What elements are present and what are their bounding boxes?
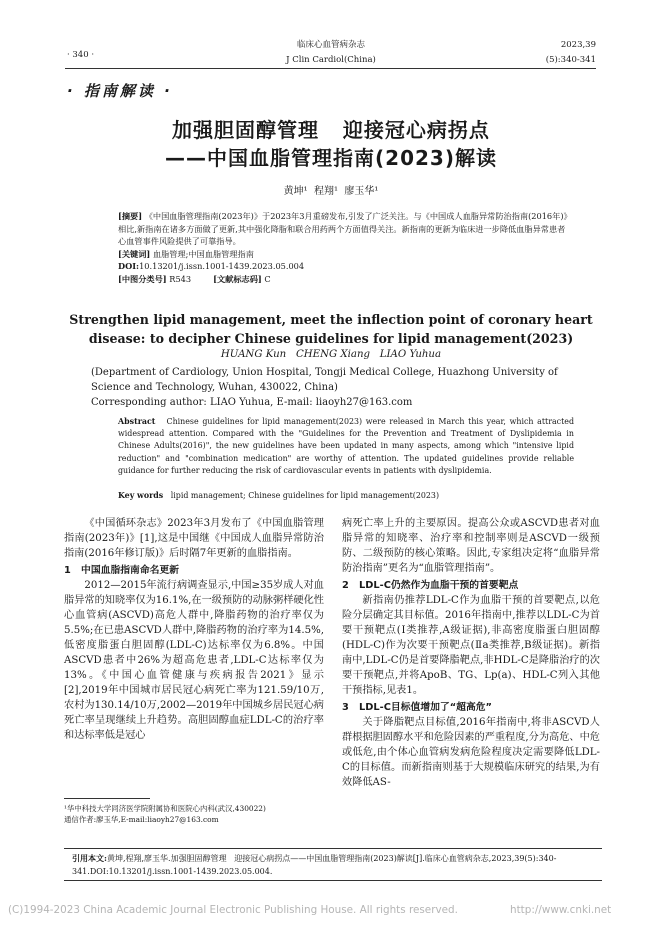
citation-text: 黄坤,程翔,廖玉华.加强胆固醇管理 迎接冠心病拐点——中国血脂管理指南(2023)解读[J].临床心血管病杂志,2023,39(5):340-341.DOI:10.13201/j.issn.1001-1439.2023.05.004. (72, 854, 557, 876)
section-2-paragraph: 新指南仍推荐LDL-C作为血脂干预的首要靶点,以危险分层确定其目标值。2016年指南中,推荐以LDL-C为首要干预靶点(Ⅰ类推荐,A级证据),非高密度脂蛋白胆固醇(HDL-C)作为次要干预靶点(Ⅱa类推荐,B级证据)。新指南中,LDL-C仍是首要降脂靶点,非HDL-C是降脂治疗的次要干预靶点,并将ApoB、TG、Lp(a)、HDL-C列入其他干预指标,见表1。 (342, 595, 600, 696)
title-line-1: 加强胆固醇管理 迎接冠心病拐点 (172, 118, 490, 142)
keywords-cn-label: [关键词] (118, 248, 151, 259)
intro-paragraph: 《中国循环杂志》2023年3月发布了《中国血脂管理指南(2023年)》[1],这是中国继《中国成人血脂异常防治指南(2016年修订版)》后时隔7年更新的血脂指南。 (64, 518, 324, 559)
footnote (64, 803, 328, 825)
left-column (64, 516, 324, 743)
doi-text[interactable]: 10.13201/j.issn.1001-1439.2023.05.004 (139, 261, 305, 271)
document-code-label: [文献标志码] (213, 273, 262, 284)
column-label: · 指南解读 · (67, 82, 173, 100)
doi-label: DOI: (118, 261, 140, 271)
abstract-en-text: Chinese guidelines for lipid management(2023) were released in March this year, which attracted widespread attention. Compared with the "Guidelines for the Prevention and Treatment of Dyslipidemia in Chinese Adults(2016)", the new guidelines have been updated in many aspects, among which "intensive lipid reduction" and "combination medication" are worthy of attention. The updated guidelines provide reliable guidance for further reducing the risk of cardiovascular events in patients with dyslipidemia. (118, 417, 574, 475)
doi (118, 260, 572, 273)
authors-en: HUANG Kun CHENG Xiang LIAO Yuhua (220, 349, 442, 360)
section-3-heading: 3 LDL-C目标值增加了“超高危” (342, 702, 492, 713)
title-en-line-1: Strengthen lipid management, meet the inflection point of coronary heart (69, 312, 593, 327)
footnote-affiliation: ¹华中科技大学同济医学院附属协和医院心内科(武汉,430022) (64, 804, 266, 813)
affiliation-line-2: Science and Technology, Wuhan, 430022, China) (91, 382, 338, 393)
footnote-correspondence: 通信作者:廖玉华,E-mail:liaoyh27@163.com (64, 815, 219, 824)
citation-rule-bottom (64, 880, 602, 881)
year-volume: 2023,39 (560, 40, 596, 50)
article-title (0, 116, 662, 172)
affiliation-block (91, 365, 581, 410)
keywords-cn-text: 血脂管理;中国血脂管理指南 (152, 248, 254, 259)
journal-title-en: J Clin Cardiol(China) (286, 55, 376, 65)
keywords-en-text: lipid management; Chinese guidelines for lipid management(2023) (170, 491, 440, 500)
abstract-en-label: Abstract (118, 417, 156, 426)
abstract-cn (118, 210, 572, 248)
section-3-paragraph: 关于降脂靶点目标值,2016年指南中,将非ASCVD人群根据胆固醇水平和危险因素的严重程度,分为高危、中危或低危,由个体心血管病发病危险程度决定需要降低LDL-C的目标值。而新指南则基于大规模临床研究的结果,为有效降低AS- (342, 717, 600, 788)
article-title-en (0, 310, 662, 348)
copyright-watermark: (C)1994-2023 China Academic Journal Electronic Publishing House. All rights reserved. (8, 904, 458, 916)
citation-rule-top (64, 848, 602, 849)
citation (72, 852, 596, 878)
abstract-en (118, 416, 574, 477)
keywords-cn (118, 248, 572, 261)
abstract-cn-label: [摘要] (118, 211, 143, 221)
right-column (342, 516, 600, 790)
keywords-en (118, 490, 574, 502)
section-1-paragraph: 2012—2015年流行病调查显示,中国≥35岁成人对血脂异常的知晓率仅为16.1%,在一级预防的动脉粥样硬化性心血管病(ASCVD)高危人群中,降脂药物的治疗率仅为5.5%;在已患ASCVD人群中,降脂药物的治疗率为14.5%,低密度脂蛋白胆固醇(LDL-C)达标率仅为6.8%。中国ASCVD患者中26%为超高危患者,LDL-C达标率仅为13%。《中国心血管健康与疾病报告2021》显示[2],2019年中国城市居民冠心病死亡率为121.59/10万,农村为130.14/10万,2002—2019年中国城乡居民冠心病死亡率呈现继续上升趋势。高胆固醇血症LDL-C的治疗率和达标率低是冠心 (64, 580, 324, 741)
abstract-cn-text: 《中国血脂管理指南(2023年)》于2023年3月重磅发布,引发了广泛关注。与《中国成人血脂异常防治指南(2016年)》相比,新指南在诸多方面做了更新,其中强化降脂和联合用药两个方面值得关注。新指南的更新为临床进一步降低血脂异常患者心血管事件风险提供了可靠指导。 (118, 211, 572, 246)
title-en-line-2: disease: to decipher Chinese guidelines for lipid management(2023) (88, 331, 574, 346)
classification (118, 273, 572, 286)
classification-label: [中图分类号] (118, 273, 167, 284)
affiliation-line-1: (Department of Cardiology, Union Hospital, Tongji Medical College, Huazhong University of (91, 367, 558, 378)
footnote-rule (64, 798, 150, 799)
continued-paragraph: 病死亡率上升的主要原因。提高公众或ASCVD患者对血脂异常的知晓率、治疗率和控制率则是ASCVD一级预防、二级预防的核心策略。因此,专家组决定将“血脂异常防治指南”更名为“血脂管理指南”。 (342, 518, 600, 574)
page-number: · 340 · (67, 50, 95, 60)
cnki-link[interactable]: http://www.cnki.net (510, 904, 612, 916)
journal-title-cn: 临床心血管病杂志 (296, 40, 365, 50)
citation-label: 引用本文: (72, 853, 107, 863)
abstract-cn-block (118, 210, 572, 285)
classification-value: R543 (169, 273, 192, 284)
issue-pages: (5):340-341 (545, 55, 596, 65)
section-2-heading: 2 LDL-C仍然作为血脂干预的首要靶点 (342, 580, 519, 591)
corresponding-author: Corresponding author: LIAO Yuhua, E-mail: liaoyh27@163.com (91, 397, 413, 408)
header-rule (65, 68, 596, 69)
section-1-heading: 1 中国血脂指南命名更新 (64, 565, 180, 576)
authors-cn: 黄坤¹ 程翔¹ 廖玉华¹ (283, 186, 379, 197)
title-line-2: ——中国血脂管理指南(2023)解读 (165, 146, 497, 170)
keywords-en-label: Key words (118, 491, 164, 500)
document-code-value: C (264, 273, 271, 284)
